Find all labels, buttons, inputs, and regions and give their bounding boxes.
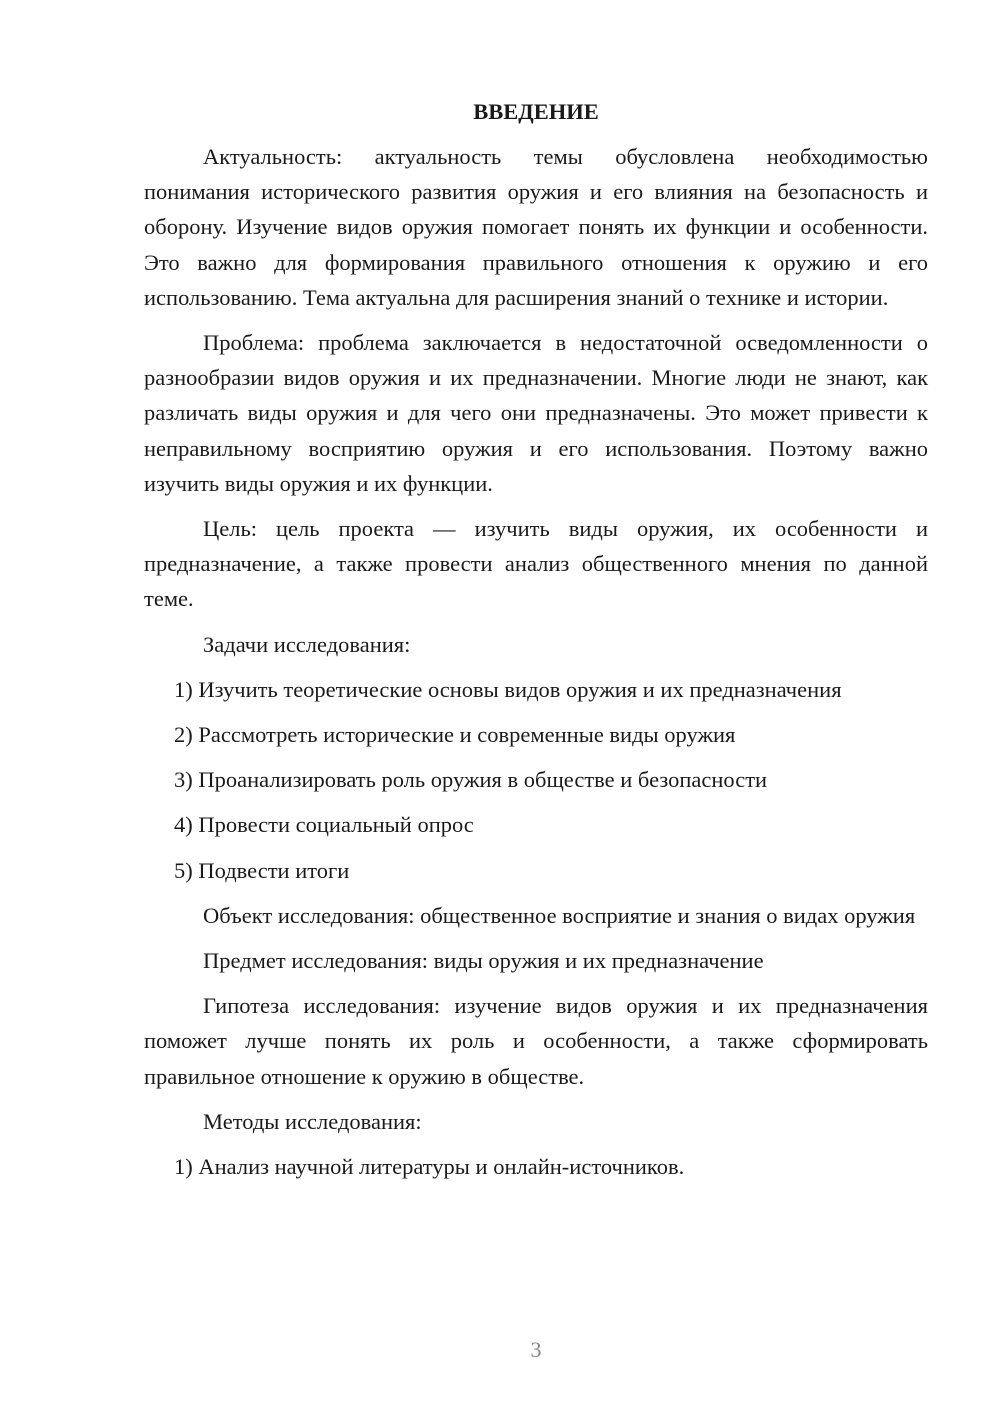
tasks-list	[144, 672, 928, 888]
subject-paragraph: Предмет исследования: виды оружия и их предназначение	[203, 948, 764, 974]
list-item: 4) Провести социальный опрос	[174, 812, 474, 838]
object-paragraph: Объект исследования: общественное восприятие и знания о видах оружия	[203, 902, 916, 928]
list-item: 2) Рассмотреть исторические и современные виды оружия	[174, 722, 736, 748]
methods-heading: Методы исследования:	[203, 1108, 422, 1134]
page-number: 3	[530, 1337, 542, 1362]
relevance-paragraph: Актуальность: актуальность темы обусловлена необходимостью понимания исторического развития оружия и его влияния на безопасность и оборону. Изучение видов оружия помогает понять их функции и особенности. Это важно для формирования правильного отношения к оружию и его использованию. Тема актуальна для расширения знаний о технике и истории.	[144, 144, 928, 310]
methods-list	[144, 1149, 928, 1184]
list-item: 1) Анализ научной литературы и онлайн-источников.	[174, 1154, 685, 1180]
problem-paragraph: Проблема: проблема заключается в недостаточной осведомленности о разнообразии видов оружия и их предназначении. Многие люди не знают, как различать виды оружия и для чего они предназначены. Это может привести к неправильному восприятию оружия и его использования. Поэтому важно изучить виды оружия и их функции.	[144, 330, 928, 496]
list-item: 1) Изучить теоретические основы видов оружия и их предназначения	[174, 676, 842, 702]
hypothesis-paragraph: Гипотеза исследования: изучение видов оружия и их предназначения поможет лучше понять их роль и особенности, а также сформировать правильное отношение к оружию в обществе.	[144, 993, 928, 1089]
section-title: ВВЕДЕНИЕ	[473, 99, 599, 124]
goal-paragraph: Цель: цель проекта — изучить виды оружия, их особенности и предназначение, а также провести анализ общественного мнения по данной теме.	[144, 516, 928, 612]
list-item: 5) Подвести итоги	[174, 857, 350, 883]
list-item: 3) Проанализировать роль оружия в обществе и безопасности	[174, 767, 768, 793]
tasks-heading: Задачи исследования:	[203, 631, 411, 657]
